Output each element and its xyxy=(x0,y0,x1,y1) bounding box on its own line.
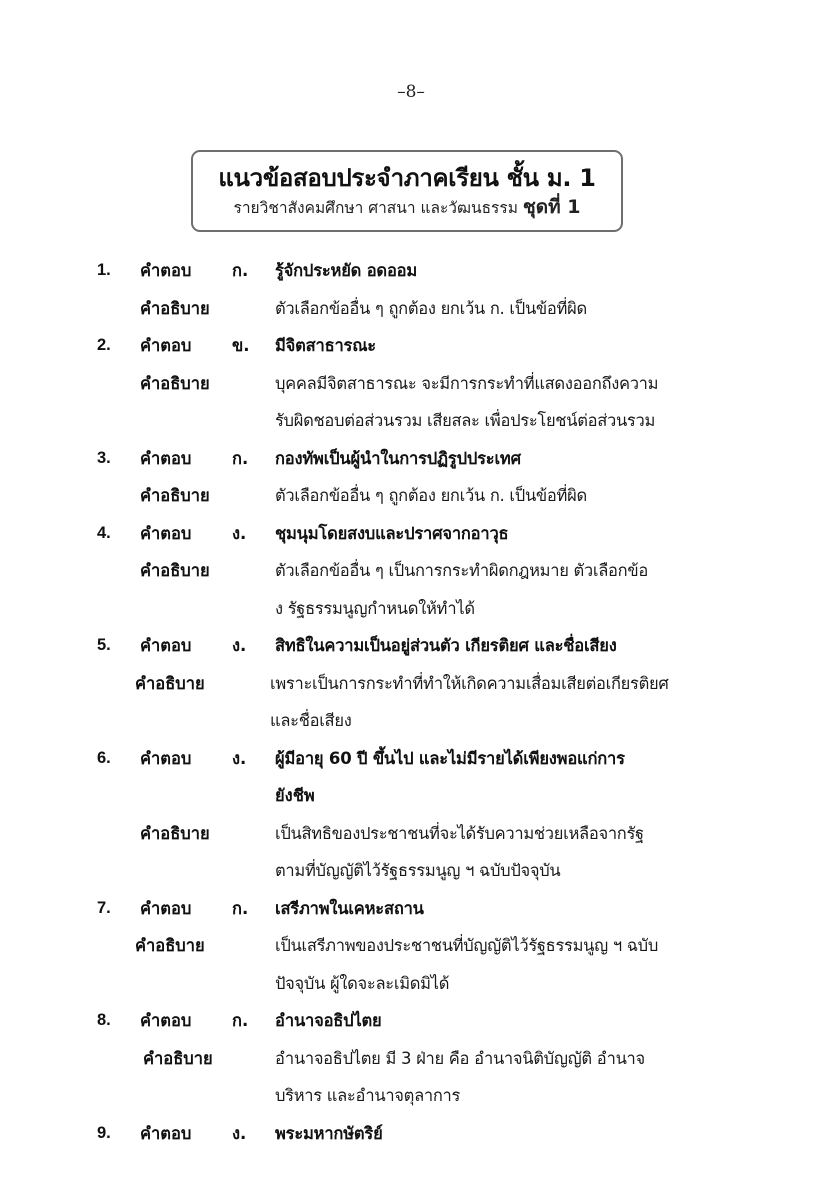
subject-name: รายวิชาสังคมศึกษา ศาสนา และวัฒนธรรม xyxy=(233,199,523,217)
explanation-row xyxy=(0,665,822,703)
item-number: 8. xyxy=(97,1011,111,1029)
explanation-row xyxy=(0,815,822,853)
explanation-text: ตัวเลือกข้ออื่น ๆ ถูกต้อง ยกเว้น ก. เป็นข้อที่ผิด xyxy=(275,298,587,318)
explanation-continuation xyxy=(0,852,822,890)
item-number: 3. xyxy=(97,448,111,467)
explanation-text: ตัวเลือกข้ออื่น ๆ เป็นการกระทำผิดกฎหมาย ตัวเลือกข้อ xyxy=(275,561,648,580)
title-box xyxy=(191,150,623,232)
answer-text: กองทัพเป็นผู้นำในการปฏิรูปประเทศ xyxy=(275,448,521,468)
explanation-label: คำอธิบาย xyxy=(135,936,205,955)
exam-title: แนวข้อสอบประจำภาคเรียน ชั้น ม. 1 xyxy=(218,164,596,192)
item-number: 9. xyxy=(97,1123,111,1142)
item-number: 5. xyxy=(97,636,111,654)
answer-label: คำตอบ xyxy=(140,1123,192,1143)
explanation-row xyxy=(0,1040,822,1078)
explanation-text: อำนาจอธิปไตย มี 3 ฝ่าย คือ อำนาจนิติบัญญัติ อำนาจ xyxy=(275,1048,645,1068)
answer-row xyxy=(0,440,822,478)
answer-label: คำตอบ xyxy=(140,898,192,918)
answer-row xyxy=(0,740,822,778)
explanation-row xyxy=(0,365,822,403)
answer-label: คำตอบ xyxy=(140,261,192,280)
answer-text: เสรีภาพในเคหะสถาน xyxy=(275,898,424,918)
answer-choice: ก. xyxy=(232,898,249,918)
explanation-label: คำอธิบาย xyxy=(140,823,210,843)
answer-choice: ก. xyxy=(232,448,249,468)
page-number: –8– xyxy=(397,82,425,102)
explanation-row xyxy=(0,927,822,965)
explanation-text: เป็นสิทธิของประชาชนที่จะได้รับความช่วยเหลือจากรัฐ xyxy=(275,823,644,843)
item-number: 1. xyxy=(97,261,111,279)
explanation-text: และชื่อเสียง xyxy=(270,711,352,730)
answer-choice: ก. xyxy=(232,1011,249,1030)
answer-choice: ก. xyxy=(232,261,249,280)
explanation-continuation xyxy=(0,965,822,1003)
answer-row xyxy=(0,890,822,928)
explanation-continuation xyxy=(0,1077,822,1115)
exam-subtitle xyxy=(193,194,621,221)
explanation-label: คำอธิบาย xyxy=(140,373,210,393)
answer-continuation xyxy=(0,777,822,815)
explanation-text: บริหาร และอำนาจตุลาการ xyxy=(275,1086,461,1105)
explanation-label: คำอธิบาย xyxy=(135,673,205,693)
answer-choice: ข. xyxy=(232,336,250,355)
answer-label: คำตอบ xyxy=(140,448,192,468)
explanation-text: เป็นเสรีภาพของประชาชนที่บัญญัติไว้รัฐธรรมนูญ ฯ ฉบับ xyxy=(275,936,659,955)
answer-label: คำตอบ xyxy=(140,1011,192,1030)
answer-list xyxy=(0,252,822,1152)
explanation-text: บุคคลมีจิตสาธารณะ จะมีการกระทำที่แสดงออกถึงความ xyxy=(275,373,659,393)
answer-row xyxy=(0,1115,822,1153)
answer-text: ชุมนุมโดยสงบและปราศจากอาวุธ xyxy=(275,523,509,543)
item-number: 4. xyxy=(97,523,111,542)
explanation-label: คำอธิบาย xyxy=(143,1048,213,1068)
explanation-text: ตัวเลือกข้ออื่น ๆ ถูกต้อง ยกเว้น ก. เป็นข้อที่ผิด xyxy=(275,486,587,505)
explanation-label: คำอธิบาย xyxy=(140,486,210,505)
explanation-continuation xyxy=(0,590,822,628)
answer-choice: ง. xyxy=(232,748,247,768)
answer-row xyxy=(0,515,822,553)
answer-text: ผู้มีอายุ 60 ปี ขึ้นไป และไม่มีรายได้เพียงพอแก่การ xyxy=(275,748,625,768)
item-number: 6. xyxy=(97,748,111,767)
explanation-label: คำอธิบาย xyxy=(140,561,210,580)
explanation-row xyxy=(0,552,822,590)
explanation-text: ปัจจุบัน ผู้ใดจะละเมิดมิได้ xyxy=(275,973,450,993)
answer-text: ยังชีพ xyxy=(275,786,315,805)
item-number: 2. xyxy=(97,336,111,354)
explanation-row xyxy=(0,477,822,515)
set-number: ชุดที่ 1 xyxy=(522,196,581,218)
answer-choice: ง. xyxy=(232,636,247,655)
answer-row xyxy=(0,627,822,665)
explanation-text: รับผิดชอบต่อส่วนรวม เสียสละ เพื่อประโยชน์ต่อส่วนรวม xyxy=(275,411,656,430)
answer-label: คำตอบ xyxy=(140,748,192,768)
answer-text: พระมหากษัตริย์ xyxy=(275,1123,383,1143)
explanation-label: คำอธิบาย xyxy=(140,298,210,318)
answer-row xyxy=(0,1002,822,1040)
answer-text: มีจิตสาธารณะ xyxy=(275,336,376,355)
answer-label: คำตอบ xyxy=(140,336,192,355)
explanation-row xyxy=(0,290,822,328)
explanation-text: ง รัฐธรรมนูญกำหนดให้ทำได้ xyxy=(275,598,475,618)
answer-text: รู้จักประหยัด อดออม xyxy=(275,261,418,280)
answer-choice: ง. xyxy=(232,1123,247,1143)
explanation-continuation xyxy=(0,702,822,740)
answer-text: สิทธิในความเป็นอยู่ส่วนตัว เกียรติยศ และชื่อเสียง xyxy=(275,636,617,655)
answer-row xyxy=(0,252,822,290)
explanation-continuation xyxy=(0,402,822,440)
answer-row xyxy=(0,327,822,365)
explanation-text: ตามที่บัญญัติไว้รัฐธรรมนูญ ฯ ฉบับปัจจุบัน xyxy=(275,861,561,880)
item-number: 7. xyxy=(97,898,111,917)
explanation-text: เพราะเป็นการกระทำที่ทำให้เกิดความเสื่อมเสียต่อเกียรติยศ xyxy=(270,673,669,693)
answer-text: อำนาจอธิปไตย xyxy=(275,1011,382,1030)
answer-label: คำตอบ xyxy=(140,523,192,543)
answer-choice: ง. xyxy=(232,523,247,543)
answer-label: คำตอบ xyxy=(140,636,192,655)
